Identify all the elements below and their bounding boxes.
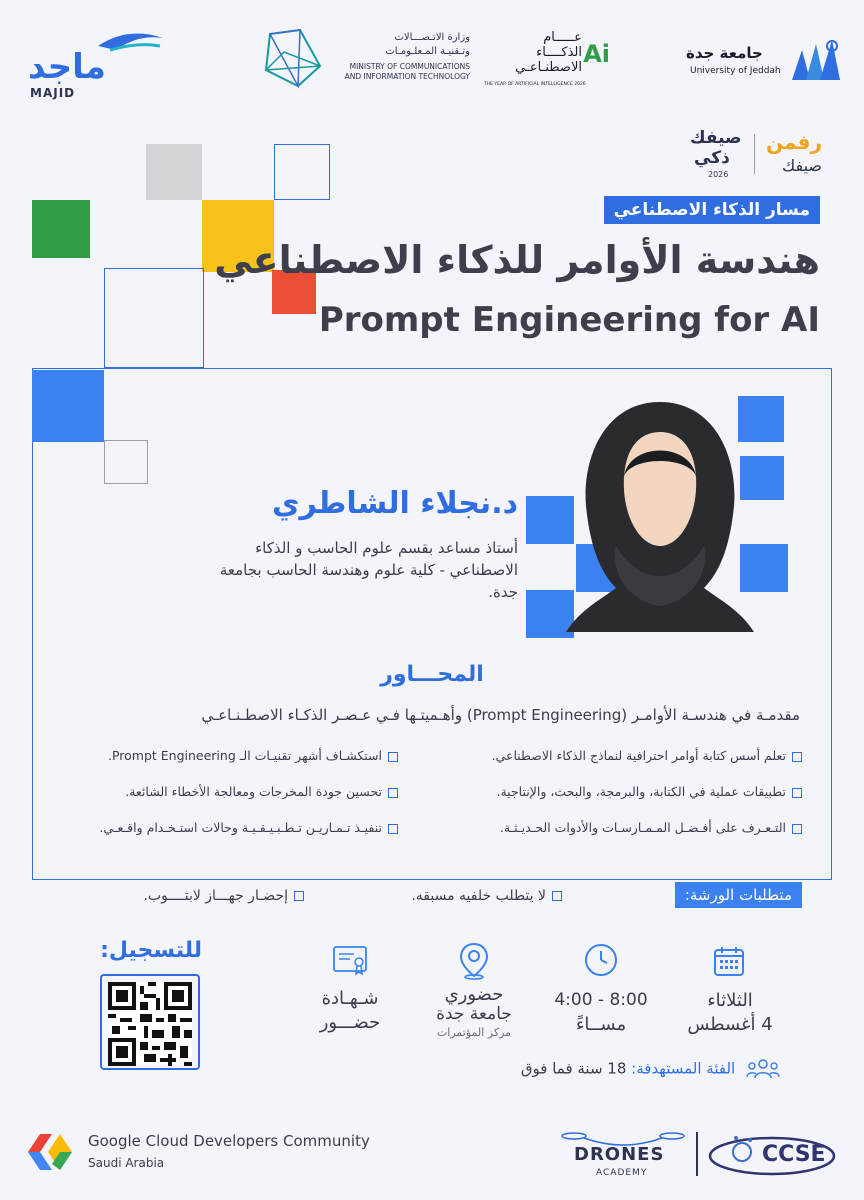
uj-en: University of Jeddah — [690, 66, 781, 76]
ccse-logo — [706, 1128, 838, 1180]
drones-subtitle: ACADEMY — [596, 1168, 648, 1178]
title-ar: هندسة الأوامر للذكاء الاصطناعي — [214, 238, 820, 282]
checkbox-icon — [792, 788, 802, 798]
speaker-name: د.نجلاء الشاطري — [272, 486, 518, 521]
uj-emblem-icon — [788, 36, 844, 84]
list-item: التـعـرف على أفـضـل المـمـارسـات والأدوات الحـديـثـة. — [442, 820, 802, 856]
drones-logo — [560, 1130, 686, 1184]
checkbox-icon — [552, 891, 562, 901]
list-item: تعلم أسس كتابة أوامر احترافية لنماذج الذكاء الاصطناعي. — [442, 748, 802, 784]
majid-logo — [28, 24, 168, 100]
ai-year-ar-2: الذكــــاء — [536, 45, 582, 60]
people-icon — [746, 1058, 780, 1080]
ccse-text: CCSE — [762, 1142, 826, 1167]
program-divider — [754, 134, 755, 174]
info-cert-2: حضـــور — [319, 1012, 381, 1033]
checkbox-icon — [388, 752, 398, 762]
checkbox-icon — [792, 824, 802, 834]
ai-mark: Ai — [583, 40, 610, 68]
program-year: 2026 — [708, 170, 729, 179]
track-label: مسار الذكاء الاصطناعي — [613, 200, 810, 220]
ai-year-logo — [484, 30, 612, 94]
axes-list-right — [442, 748, 802, 856]
deco-outline-square — [104, 268, 204, 368]
ai-year-en: THE YEAR OF ARTIFICIAL INTELLIGENCE 2026 — [484, 82, 586, 87]
track-badge — [604, 196, 820, 224]
deco-outline-square — [218, 146, 274, 202]
mcit-en-1: MINISTRY OF COMMUNICATIONS — [349, 62, 470, 71]
ai-year-ar-1: عـــــام — [543, 30, 582, 45]
deco-gray-square — [146, 144, 202, 200]
deco-blue-square — [32, 370, 104, 442]
deco-gray-outline-square — [104, 440, 148, 484]
list-item: تطبيقات عملية في الكتابة، والبرمجة، والبحث، والإنتاجية. — [442, 784, 802, 820]
deco-outline-square — [274, 144, 330, 200]
audience-label: الفئة المستهدفة: — [631, 1059, 736, 1078]
info-period: مســاءً — [575, 1014, 627, 1035]
certificate-icon — [332, 944, 368, 976]
list-item: تنفيـذ تـمـاريـن تـطـبـيـقـيـة وحالات استـخـدام واقـعـي. — [58, 820, 398, 856]
checkbox-icon — [294, 891, 304, 901]
axes-list-left — [58, 748, 398, 856]
speaker-bio: أستاذ مساعد بقسم علوم الحاسب و الذكاء الاصطناعي - كلية علوم وهندسة الحاسب بجامعة جدة. — [219, 539, 518, 601]
info-cert-1: شـهـادة — [321, 988, 379, 1009]
deco-green-square — [32, 200, 90, 258]
title-en: Prompt Engineering for AI — [318, 300, 820, 340]
program-2: صيفك — [782, 156, 822, 175]
majid-en: MAJID — [30, 86, 76, 100]
list-item: استكشـاف أشهر تقنيـات الـ Prompt Engineering. — [58, 748, 398, 784]
axes-heading: المحـــاور — [380, 662, 484, 687]
mcit-logo — [258, 26, 470, 90]
program-1: رفمن — [765, 130, 822, 154]
axes-intro: مقدمـة في هندسـة الأوامـر (Prompt Engineering) وأهـميتـها فـي عـصـر الذكـاء الاصطـنـاعـي — [201, 706, 800, 724]
checkbox-icon — [388, 824, 398, 834]
calendar-icon — [712, 944, 746, 978]
info-mode: حضوري — [444, 984, 504, 1005]
registration-label: للتسجيل: — [100, 938, 202, 963]
gdc-title: Google Cloud Developers Community — [88, 1132, 370, 1150]
google-cloud-icon — [24, 1130, 76, 1174]
info-date: 4 أغسطس — [687, 1014, 773, 1035]
info-venue: جامعة جدة — [436, 1004, 512, 1024]
audience-value: 18 سنة فما فوق — [520, 1059, 627, 1078]
mcit-ar-2: وتـقنيـة المـعلـومـات — [385, 46, 470, 57]
program-3: صيفك — [690, 128, 742, 148]
requirement-item: لا يتطلب خلفيه مسبقه. — [411, 888, 562, 904]
mcit-ar-1: وزارة الاتـصـــالات — [394, 32, 470, 43]
requirements-label: متطلبات الورشة: — [684, 886, 792, 904]
checkbox-icon — [388, 788, 398, 798]
info-time: 4:00 - 8:00 — [554, 990, 648, 1010]
gdc-subtitle: Saudi Arabia — [88, 1156, 165, 1170]
location-pin-icon — [458, 942, 490, 980]
requirements-badge — [675, 882, 802, 908]
mcit-emblem-icon — [258, 26, 328, 90]
speaker-avatar-icon — [560, 396, 760, 636]
majid-ar: ماجد — [28, 47, 106, 87]
mcit-en-2: AND INFORMATION TECHNOLOGY — [344, 72, 470, 81]
uj-ar: جامعة جدة — [686, 44, 763, 62]
program-4: ذكي — [694, 148, 730, 168]
ai-year-ar-3: الاصطنـاعـي — [515, 60, 582, 75]
program-logo — [690, 128, 822, 184]
requirement-item: إحضـار جهـــاز لابتــــوب. — [143, 888, 304, 904]
uj-logo — [686, 36, 844, 86]
footer-divider — [696, 1132, 698, 1176]
info-day: الثلاثاء — [707, 990, 753, 1011]
clock-icon — [583, 942, 619, 978]
drones-title: DRONES — [574, 1144, 665, 1165]
qr-code-icon[interactable] — [108, 982, 192, 1066]
checkbox-icon — [792, 752, 802, 762]
gdc-logo — [24, 1130, 424, 1180]
audience-row — [521, 1058, 780, 1080]
list-item: تحسين جودة المخرجات ومعالجة الأخطاء الشائعة. — [58, 784, 398, 820]
info-venue-sub: مركز المؤتمرات — [436, 1026, 512, 1039]
